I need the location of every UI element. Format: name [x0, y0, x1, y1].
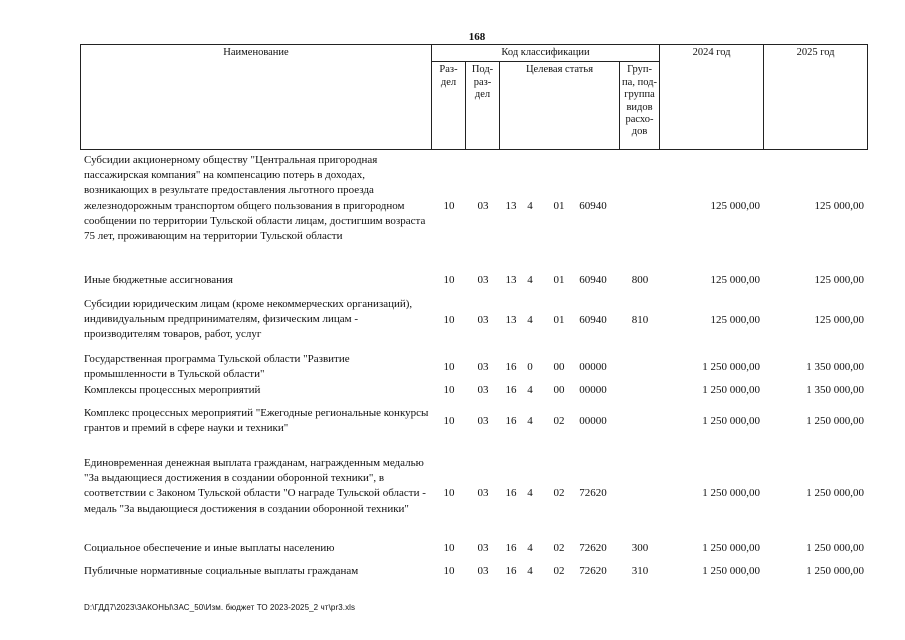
row-razdel: 10 [443, 200, 455, 212]
header-celevaya: Целевая статья [500, 62, 620, 150]
row-amount-2024: 125 000,00 [710, 314, 760, 326]
row-razdel: 10 [443, 361, 455, 373]
table-row [84, 541, 866, 559]
row-vid: 810 [631, 314, 649, 326]
row-cs-direction: 60940 [579, 314, 607, 326]
row-amount-2024: 1 250 000,00 [702, 565, 760, 577]
row-amount-2025: 125 000,00 [814, 314, 864, 326]
row-cs-subprogram: 02 [553, 415, 565, 427]
row-razdel: 10 [443, 415, 455, 427]
row-name: Субсидии юридическим лицам (кроме некоммерческих организаций), индивидуальным предпринимателям, физическим лицам - производителям товаров, работ, услуг [84, 298, 413, 341]
table-header [80, 44, 868, 150]
row-cs-direction: 72620 [579, 542, 607, 554]
row-amount-2024: 1 250 000,00 [702, 384, 760, 396]
row-cs-program: 16 [505, 384, 517, 396]
row-razdel: 10 [443, 384, 455, 396]
row-vid: 300 [631, 542, 649, 554]
row-amount-2025: 125 000,00 [814, 274, 864, 286]
row-amount-2025: 1 250 000,00 [806, 415, 864, 427]
row-podrazdel: 03 [477, 565, 489, 577]
row-cs-type: 0 [527, 361, 533, 373]
row-name: Публичные нормативные социальные выплаты гражданам [84, 565, 359, 577]
row-cs-program: 16 [505, 487, 517, 499]
row-amount-2024: 1 250 000,00 [702, 487, 760, 499]
row-cs-direction: 00000 [579, 384, 607, 396]
row-razdel: 10 [443, 487, 455, 499]
row-amount-2024: 1 250 000,00 [702, 415, 760, 427]
row-cs-type: 4 [527, 200, 533, 212]
table-row [84, 383, 866, 401]
row-cs-type: 4 [527, 487, 533, 499]
row-cs-program: 13 [505, 314, 517, 326]
row-amount-2025: 1 350 000,00 [806, 361, 864, 373]
row-cs-program: 16 [505, 361, 517, 373]
row-vid: 800 [631, 274, 649, 286]
row-cs-subprogram: 01 [553, 314, 565, 326]
row-podrazdel: 03 [477, 384, 489, 396]
row-cs-subprogram: 02 [553, 565, 565, 577]
row-amount-2025: 1 250 000,00 [806, 542, 864, 554]
row-razdel: 10 [443, 274, 455, 286]
row-cs-direction: 60940 [579, 274, 607, 286]
row-cs-subprogram: 01 [553, 274, 565, 286]
row-podrazdel: 03 [477, 314, 489, 326]
row-cs-subprogram: 01 [553, 200, 565, 212]
row-name: Комплекс процессных мероприятий "Ежегодные региональные конкурсы грантов и премий в сфере науки и техники" [84, 407, 429, 435]
row-name: Субсидии акционерному обществу "Центральная пригородная пассажирская компания" на компенсацию потерь в доходах, возникающих в результате предоставления льготного проезда железнодорожным транспортом общего пользования в пригородном сообщении по территории Тульской области лицам, достигшим возраста 75 лет, проживающим на территории Тульской области [84, 154, 426, 242]
header-vid: Груп- па, под- группа видов расхо- дов [620, 62, 660, 150]
row-cs-type: 4 [527, 384, 533, 396]
row-cs-direction: 00000 [579, 361, 607, 373]
header-name: Наименование [81, 45, 432, 150]
row-razdel: 10 [443, 565, 455, 577]
row-cs-program: 16 [505, 415, 517, 427]
row-cs-subprogram: 00 [553, 384, 565, 396]
row-amount-2024: 1 250 000,00 [702, 542, 760, 554]
row-cs-program: 13 [505, 200, 517, 212]
table-row [84, 153, 866, 263]
row-razdel: 10 [443, 314, 455, 326]
table-row [84, 273, 866, 291]
row-amount-2024: 125 000,00 [710, 274, 760, 286]
row-cs-type: 4 [527, 542, 533, 554]
table-row [84, 406, 866, 440]
row-cs-program: 16 [505, 542, 517, 554]
row-cs-direction: 60940 [579, 200, 607, 212]
row-cs-type: 4 [527, 314, 533, 326]
row-cs-program: 16 [505, 565, 517, 577]
row-amount-2024: 125 000,00 [710, 200, 760, 212]
row-cs-program: 13 [505, 274, 517, 286]
row-cs-type: 4 [527, 274, 533, 286]
row-cs-subprogram: 02 [553, 542, 565, 554]
row-podrazdel: 03 [477, 415, 489, 427]
table-row [84, 456, 866, 534]
table-row [84, 352, 866, 386]
row-cs-subprogram: 00 [553, 361, 565, 373]
header-year-2024: 2024 год [660, 45, 764, 150]
row-name: Иные бюджетные ассигнования [84, 274, 233, 286]
row-cs-direction: 72620 [579, 565, 607, 577]
row-cs-direction: 72620 [579, 487, 607, 499]
row-podrazdel: 03 [477, 274, 489, 286]
row-amount-2025: 125 000,00 [814, 200, 864, 212]
footer-file-path: D:\ГДД7\2023\ЗАКОНЫ\ЗАС_50\Изм. бюджет ТО 2023-2025_2 чт\pr3.xls [84, 603, 356, 612]
table-row [84, 297, 866, 347]
row-podrazdel: 03 [477, 361, 489, 373]
row-amount-2025: 1 350 000,00 [806, 384, 864, 396]
row-name: Комплексы процессных мероприятий [84, 384, 261, 396]
header-code-group: Код классификации [432, 45, 660, 62]
row-cs-subprogram: 02 [553, 487, 565, 499]
header-year-2025: 2025 год [764, 45, 868, 150]
row-amount-2025: 1 250 000,00 [806, 487, 864, 499]
row-amount-2025: 1 250 000,00 [806, 565, 864, 577]
row-podrazdel: 03 [477, 200, 489, 212]
table-row [84, 564, 866, 582]
row-cs-type: 4 [527, 415, 533, 427]
header-podrazdel: Под- раз- дел [466, 62, 500, 150]
row-cs-type: 4 [527, 565, 533, 577]
row-razdel: 10 [443, 542, 455, 554]
page-number: 168 [468, 31, 486, 43]
row-vid: 310 [631, 565, 649, 577]
row-podrazdel: 03 [477, 487, 489, 499]
header-razdel: Раз- дел [432, 62, 466, 150]
row-name: Социальное обеспечение и иные выплаты населению [84, 542, 335, 554]
row-name: Единовременная денежная выплата гражданам, награжденным медалью "За выдающиеся достижения в создании оборонной техники", в соответствии с Законом Тульской области "О награде Тульской области - медаль "За выдающиеся достижения в создании оборонной техники" [84, 457, 426, 515]
row-name: Государственная программа Тульской области "Развитие промышленности в Тульской области" [84, 353, 350, 381]
row-amount-2024: 1 250 000,00 [702, 361, 760, 373]
row-cs-direction: 00000 [579, 415, 607, 427]
row-podrazdel: 03 [477, 542, 489, 554]
